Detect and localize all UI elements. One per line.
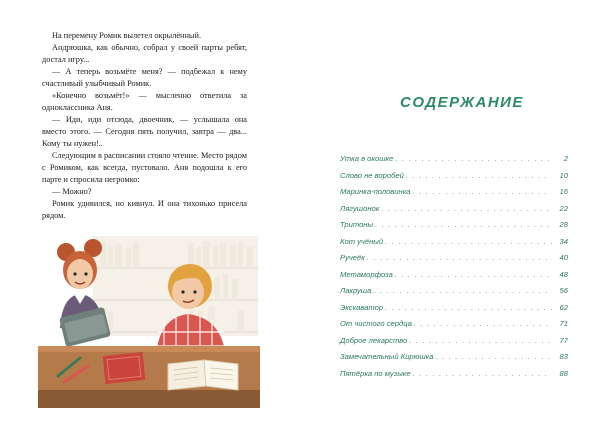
toc-leader-dots (406, 171, 552, 180)
toc-entry-title: Метаморфоза (340, 269, 393, 279)
toc-leader-dots (395, 154, 552, 163)
toc-entry[interactable] (340, 237, 568, 254)
toc-entry-title: Кот учёный (340, 236, 384, 246)
toc-entry-title: Пятёрка по музыке (340, 368, 411, 378)
toc-leader-dots (409, 336, 552, 345)
toc-entry-title: Экскаватор (340, 302, 384, 312)
toc-leader-dots (367, 253, 552, 262)
story-text (42, 30, 247, 222)
toc-leader-dots (435, 352, 552, 361)
toc-entry[interactable] (340, 253, 568, 270)
toc-entry[interactable] (340, 319, 568, 336)
toc-entry-title: Маринка-половинка (340, 187, 411, 196)
story-paragraph: На перемену Ромик вылетел окрылённый. (52, 31, 202, 40)
toc-entry[interactable] (340, 303, 568, 320)
toc-entry-title: Лягушонок (340, 203, 380, 213)
classroom-illustration (38, 228, 260, 408)
story-paragraph: — А теперь возьмёте меня? — подбежал к нему счастливый улыбчивый Ромик. (42, 67, 247, 88)
toc-entry-page: 88 (559, 368, 568, 378)
toc-entry-page: 56 (559, 286, 568, 295)
toc-entry-page: 16 (559, 187, 568, 196)
toc-entry[interactable] (340, 270, 568, 287)
toc-entry[interactable] (340, 154, 568, 171)
toc-entry[interactable] (340, 171, 568, 188)
story-paragraph: — Иди, иди отсюда, двоечник, — услышала она вместо этого. — Сегодня пять получил, завтра — два... Кому ты нужен!.. (42, 115, 247, 148)
toc-entry-page: 48 (559, 269, 568, 279)
toc-entry-page: 2 (563, 154, 568, 163)
toc-entry[interactable] (340, 352, 568, 369)
toc-entry[interactable] (340, 220, 568, 237)
toc-entry[interactable] (340, 286, 568, 303)
toc-leader-dots (395, 270, 552, 279)
toc-title: СОДЕРЖАНИЕ (400, 94, 524, 111)
toc-entry-page: 34 (559, 236, 568, 246)
toc-entry-title: Замечательный Кирюшка (340, 352, 434, 361)
toc-entry-page: 71 (559, 319, 568, 328)
toc-entry-page: 22 (559, 203, 568, 213)
toc-entry[interactable] (340, 204, 568, 221)
open-book (168, 360, 238, 390)
toc-leader-dots (414, 319, 552, 328)
toc-leader-dots (413, 369, 552, 378)
toc-entry-title: Утка в окошке (340, 154, 394, 163)
toc-entry[interactable] (340, 369, 568, 386)
toc-entry-page: 10 (559, 170, 568, 180)
toc-leader-dots (373, 286, 552, 295)
toc-leader-dots (381, 204, 552, 213)
toc-entry-title: От чистого сердца (340, 319, 412, 328)
toc-entry-page: 83 (559, 352, 568, 361)
toc-entry-title: Слово не воробей (340, 170, 404, 180)
toc-entry-page: 77 (559, 335, 568, 345)
toc-leader-dots (375, 220, 552, 229)
toc-list (340, 154, 568, 385)
toc-leader-dots (413, 187, 552, 196)
toc-entry-page: 40 (559, 253, 568, 262)
toc-entry-title: Ручеёк (340, 253, 365, 262)
story-paragraph: «Конечно возьмёт!» — мысленно ответила за одноклассника Аня. (42, 91, 247, 112)
story-paragraph: Ромик удивился, но кивнул. И она тихонько присела рядом. (42, 199, 247, 220)
toc-entry-title: Доброе лекарство (340, 335, 408, 345)
story-paragraph: — Можно? (52, 187, 92, 196)
toc-entry-page: 28 (559, 220, 568, 229)
right-page (300, 0, 600, 423)
toc-entry[interactable] (340, 336, 568, 353)
toc-entry-title: Тритоны (340, 220, 374, 229)
toc-leader-dots (385, 237, 552, 246)
toc-entry-page: 62 (559, 302, 568, 312)
toc-entry-title: Лакруша (340, 286, 372, 295)
story-paragraph: Следующим в расписании стояло чтение. Место рядом с Ромиком, как всегда, пустовало. Аня подошла к его парте и спросила негромко: (42, 151, 247, 184)
toc-leader-dots (385, 303, 552, 312)
story-paragraph: Андрюшка, как обычно, собрал у своей парты ребят, достал игру... (42, 43, 247, 64)
toc-entry[interactable] (340, 187, 568, 204)
